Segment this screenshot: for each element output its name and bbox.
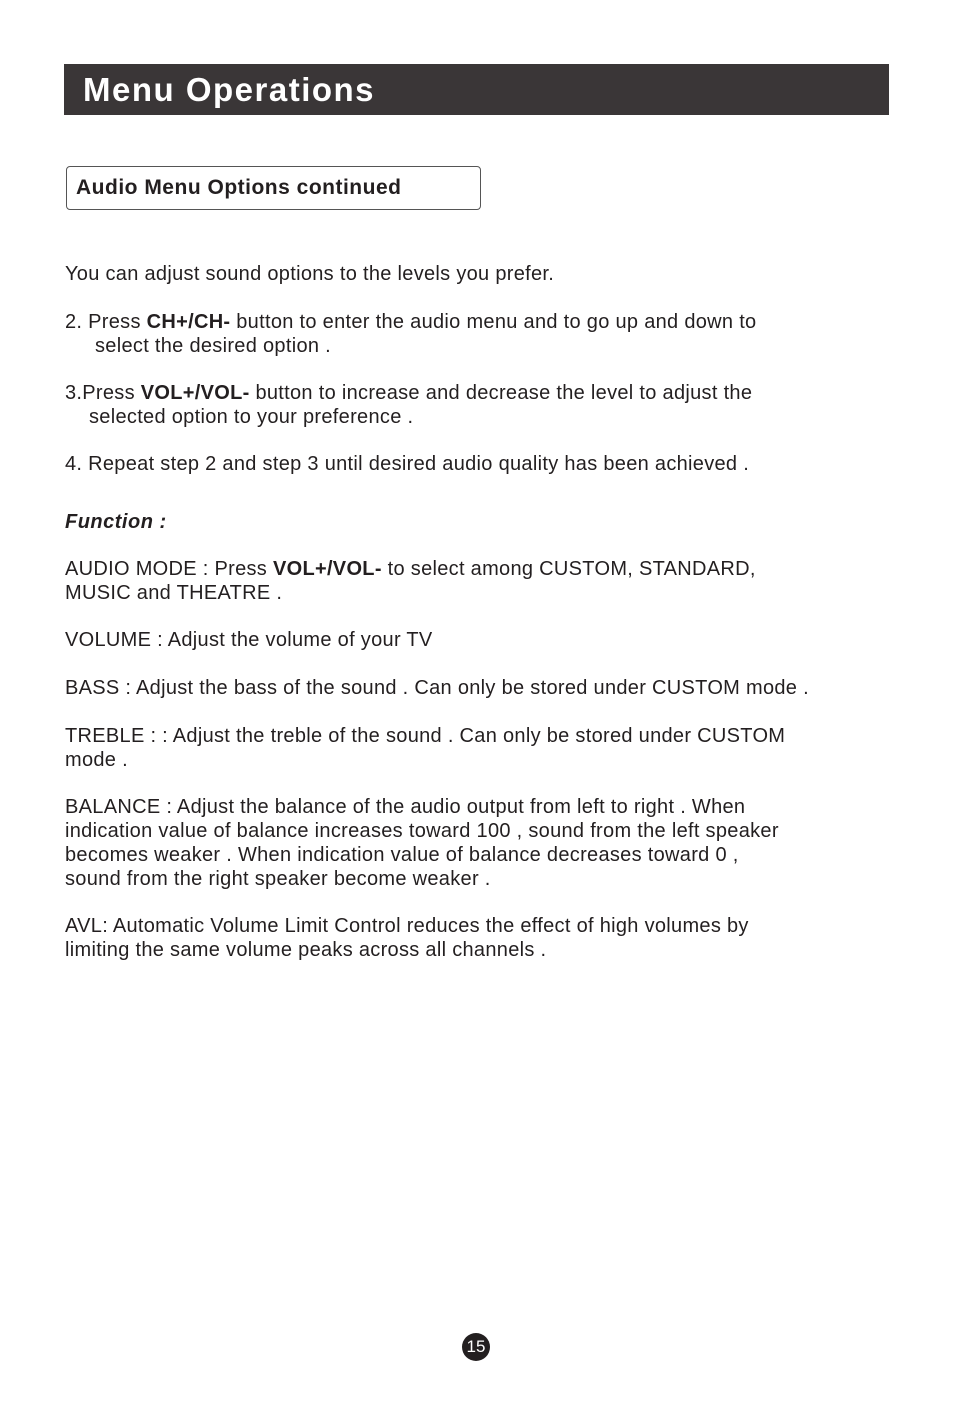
audio-mode-prefix: AUDIO MODE : Press (65, 558, 273, 580)
step-3-line1 (65, 381, 895, 405)
balance-line4: sound from the right speaker become weaker . (65, 868, 491, 890)
balance-line2: indication value of balance increases toward 100 , sound from the left speaker (65, 820, 779, 842)
step-2-key: CH+/CH- (146, 311, 231, 333)
bass-text: BASS : Adjust the bass of the sound . Can only be stored under CUSTOM mode . (65, 677, 809, 699)
step-3-line2: selected option to your preference . (89, 406, 414, 428)
section-heading-box (66, 166, 481, 210)
function-label: Function : (65, 511, 167, 533)
step-3 (65, 381, 895, 429)
page-title: Menu Operations (83, 71, 376, 108)
treble-line2: mode . (65, 749, 128, 771)
balance-line3: becomes weaker . When indication value of balance decreases toward 0 , (65, 844, 739, 866)
step-2-line1 (65, 310, 895, 334)
step-3-key: VOL+/VOL- (140, 382, 250, 404)
header-bar (64, 64, 889, 115)
step-2 (65, 310, 895, 358)
treble-text (65, 724, 895, 772)
audio-mode-key: VOL+/VOL- (272, 558, 382, 580)
balance-text (65, 795, 895, 891)
step-2-prefix: 2. Press (65, 311, 147, 333)
step-2-line2: select the desired option . (95, 335, 332, 357)
audio-mode-line2: MUSIC and THEATRE . (65, 582, 283, 604)
section-title: Audio Menu Options continued (76, 176, 402, 199)
avl-text (65, 914, 895, 962)
avl-line2: limiting the same volume peaks across all channels . (65, 939, 547, 961)
step-4: 4. Repeat step 2 and step 3 until desired audio quality has been achieved . (65, 453, 750, 475)
audio-mode-line1 (65, 557, 895, 581)
step-2-rest: button to enter the audio menu and to go up and down to (230, 311, 757, 333)
page-number-badge: 15 (462, 1333, 490, 1361)
step-3-rest: button to increase and decrease the level to adjust the (249, 382, 753, 404)
audio-mode-rest: to select among CUSTOM, STANDARD, (381, 558, 756, 580)
balance-line1: BALANCE : Adjust the balance of the audio output from left to right . When (65, 796, 746, 818)
audio-mode-text (65, 557, 895, 605)
treble-line1: TREBLE : : Adjust the treble of the sound . Can only be stored under CUSTOM (65, 725, 786, 747)
step-3-prefix: 3.Press (65, 382, 141, 404)
volume-text: VOLUME : Adjust the volume of your TV (65, 629, 433, 651)
intro-text: You can adjust sound options to the levels you prefer. (65, 263, 555, 285)
avl-line1: AVL: Automatic Volume Limit Control reduces the effect of high volumes by (65, 915, 749, 937)
